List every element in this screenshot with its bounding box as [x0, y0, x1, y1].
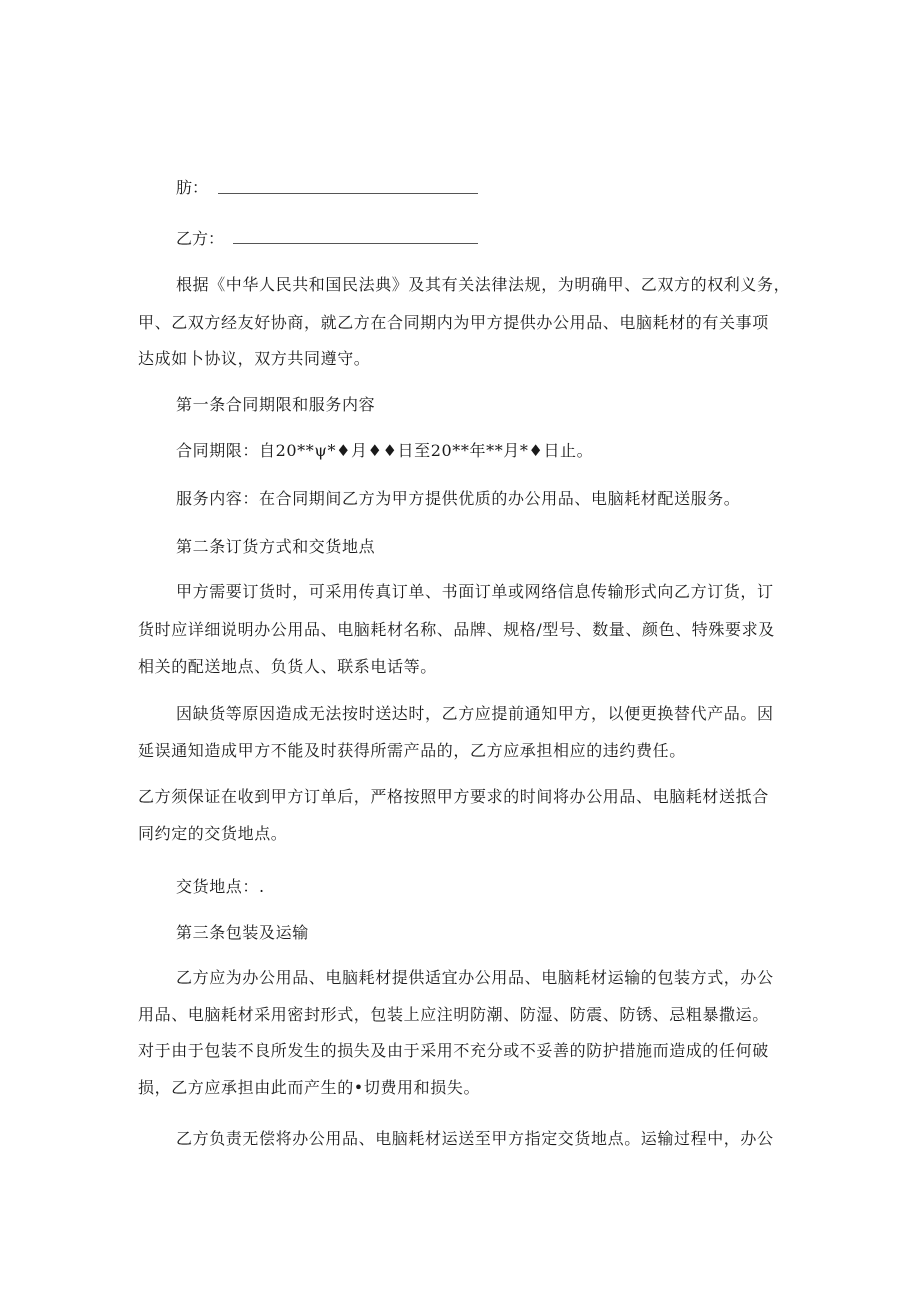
text-line: 用品、电脑耗材采用密封形式，包装上应注明防潮、防湿、防震、防锈、忌粗暴撒运。 — [138, 1005, 769, 1024]
party-a-row — [176, 178, 208, 198]
party-a-blank — [218, 193, 478, 194]
text-line: 乙方负责无偿将办公用品、电脑耗材运送至甲方指定交货地点。运输过程中，办公 — [176, 1129, 774, 1148]
text-line: 同约定的交货地点。 — [138, 824, 288, 843]
section-heading: 第二条订货方式和交货地点 — [176, 537, 376, 556]
text-line: 货时应详细说明办公用品、电脑耗材名称、品牌、规格/型号、数量、颜色、特殊要求及 — [138, 620, 775, 639]
section-heading: 第三条包装及运输 — [176, 923, 309, 942]
text-line: 乙方应为办公用品、电脑耗材提供适宜办公用品、电脑耗材运输的包装方式，办公 — [176, 968, 774, 987]
text-line: 损，乙方应承担由此而产生的•切费用和损失。 — [138, 1078, 481, 1097]
text-line: 乙方须保证在收到甲方订单后，严格按照甲方要求的时间将办公用品、电脑耗材送抵合 — [138, 787, 769, 806]
section-heading: 第一条合同期限和服务内容 — [176, 395, 376, 414]
text-line: 达成如卜协议，双方共同遵守。 — [138, 349, 371, 368]
text-line: 相关的配送地点、负货人、联系电话等。 — [138, 657, 437, 676]
text-line: 因缺货等原因造成无法按时送达时，乙方应提前通知甲方，以便更换替代产品。因 — [176, 704, 774, 723]
text-line: 合同期限：自20**ψ*♦月♦♦日至20**年**月*♦日止。 — [176, 441, 594, 460]
text-line: 延误通知造成甲方不能及时获得所需产品的，乙方应承担相应的违约费任。 — [138, 741, 686, 760]
text-line: 对于由于包装不良所发生的损失及由于采用不充分或不妥善的防护措施而造成的任何破 — [138, 1041, 769, 1060]
party-b-label: 乙方： — [176, 229, 225, 248]
text-line: 甲、乙双方经友好协商，就乙方在合同期内为甲方提供办公用品、电脑耗材的有关事项 — [138, 313, 769, 332]
text-line: 甲方需要订货时，可采用传真订单、书面订单或网络信息传输形式向乙方订货，订 — [176, 582, 774, 601]
party-a-label: 肪： — [176, 178, 209, 197]
party-b-row — [176, 229, 224, 249]
text-line: 根据《中华人民共和国民法典》及其有关法律法规，为明确甲、乙双方的权利义务， — [176, 275, 791, 294]
text-line: 交货地点：. — [176, 877, 265, 896]
party-b-blank — [233, 243, 478, 244]
text-line: 服务内容：在合同期间乙方为甲方提供优质的办公用品、电脑耗材配送服务。 — [176, 489, 741, 508]
